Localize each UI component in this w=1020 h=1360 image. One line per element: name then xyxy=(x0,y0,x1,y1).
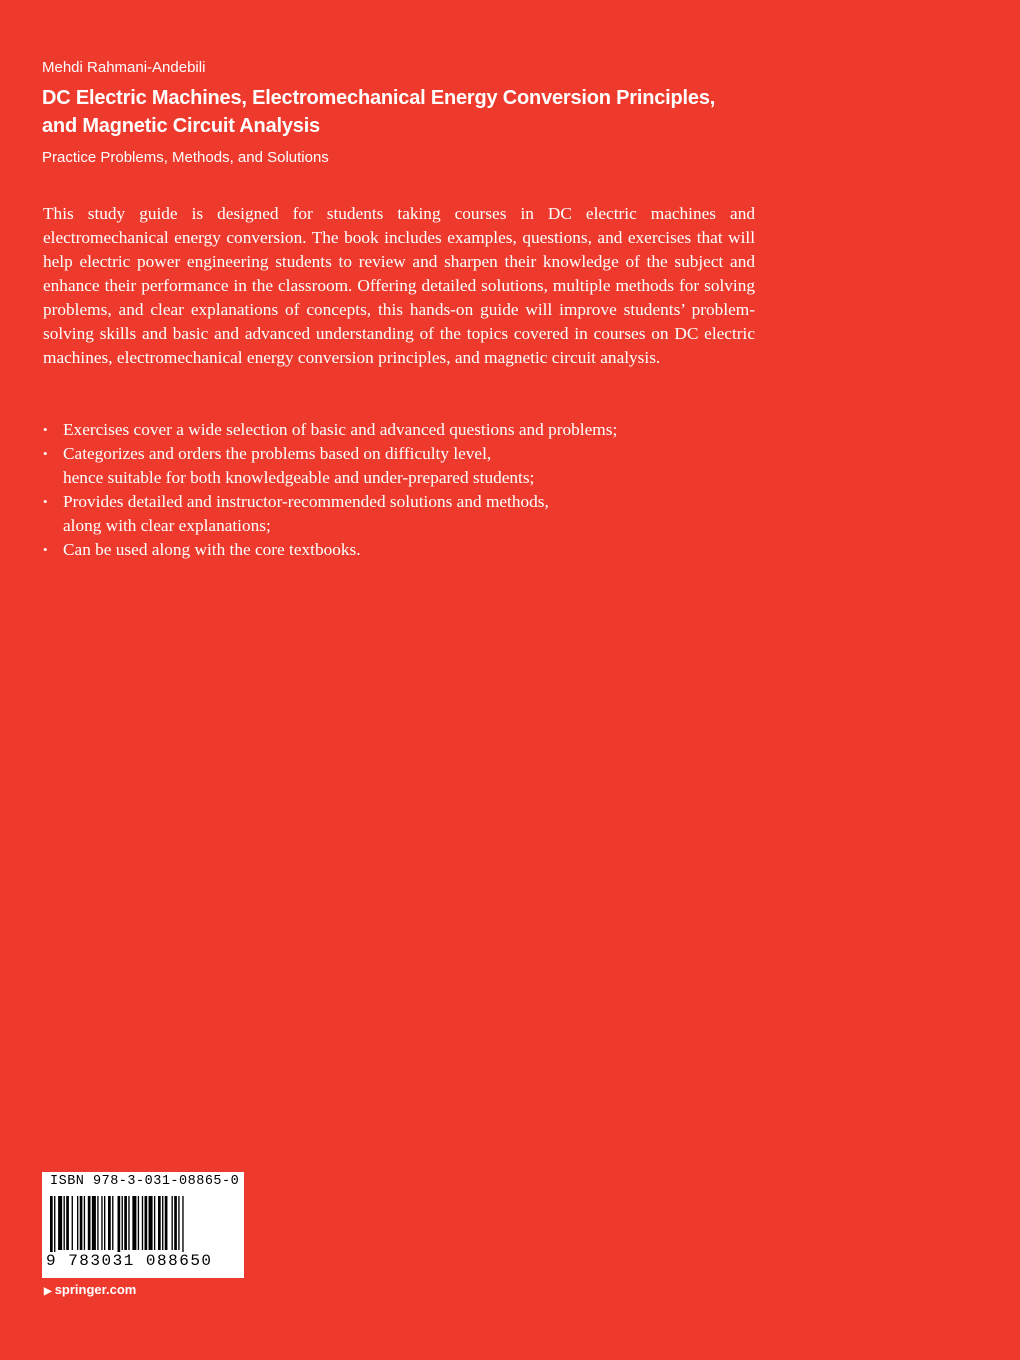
feature-item-text: • Categorizes and orders the problems based on difficulty level, xyxy=(63,444,492,463)
barcode-bar xyxy=(118,1196,121,1252)
barcode-bar xyxy=(154,1196,155,1250)
barcode-bar xyxy=(77,1196,78,1250)
barcode-bar xyxy=(158,1196,161,1250)
barcode-bar xyxy=(132,1196,136,1250)
book-subtitle: Practice Problems, Methods, and Solutions xyxy=(42,149,329,166)
barcode-digits: 9 783031 088650 xyxy=(46,1252,213,1270)
feature-item-text: • Exercises cover a wide selection of basic and advanced questions and problems; xyxy=(63,420,618,439)
barcode-bar xyxy=(149,1196,153,1250)
book-title-line-1: DC Electric Machines, Electromechanical Energy Conversion Principles, xyxy=(42,87,716,109)
feature-item-text: • Provides detailed and instructor-recommended solutions and methods, xyxy=(63,492,549,511)
barcode-bar xyxy=(66,1196,69,1250)
feature-item xyxy=(43,538,755,562)
barcode-bar xyxy=(172,1196,173,1250)
barcode-bar xyxy=(128,1196,129,1250)
feature-item xyxy=(43,490,755,538)
barcode-bar xyxy=(97,1196,98,1250)
feature-item xyxy=(43,418,755,442)
barcode-bar xyxy=(112,1196,113,1250)
barcode-bar xyxy=(92,1196,96,1250)
feature-list xyxy=(43,418,755,562)
barcode-bar xyxy=(50,1196,53,1252)
barcode-bar xyxy=(54,1196,55,1252)
publisher-website-text: springer.com xyxy=(54,1282,137,1297)
feature-item-text: • Can be used along with the core textbooks. xyxy=(63,540,361,559)
barcode-bar xyxy=(80,1196,83,1250)
author-name: Mehdi Rahmani-Andebili xyxy=(42,59,206,76)
barcode-bar xyxy=(88,1196,91,1250)
book-title-line-2: and Magnetic Circuit Analysis xyxy=(42,115,320,137)
feature-item xyxy=(43,442,755,490)
barcode-bar xyxy=(84,1196,85,1250)
barcode-bar xyxy=(138,1196,139,1250)
barcode-bar xyxy=(124,1196,127,1250)
barcode-bars xyxy=(50,1196,236,1252)
cover-header xyxy=(42,58,942,168)
isbn-number: ISBN 978-3-031-08865-0 xyxy=(50,1174,240,1189)
feature-item-text-continued: along with clear explanations; xyxy=(63,516,271,535)
book-description: This study guide is designed for students taking courses in DC electric machines and electromechanical energy conversion. The book includes examples, questions, and exercises that will help electric power engineering students to review and sharpen their knowledge of the subject and enhance their performance in the classroom. Offering detailed solutions, multiple methods for solving problems, and clear explanations of concepts, this hands-on guide will improve students’ problem-solving skills and basic and advanced understanding of the topics covered in courses on DC electric machines, electromechanical energy conversion principles, and magnetic circuit analysis. xyxy=(43,204,755,367)
publisher-website[interactable] xyxy=(44,1282,136,1297)
barcode-bar xyxy=(122,1196,123,1250)
arrow-right-icon: ▶ xyxy=(44,1286,52,1297)
barcode-bar xyxy=(104,1196,105,1250)
barcode-bar xyxy=(101,1196,102,1250)
barcode-bar xyxy=(145,1196,148,1250)
barcode-bar xyxy=(178,1196,179,1250)
barcode-bar xyxy=(108,1196,111,1250)
barcode-bar xyxy=(182,1196,183,1252)
barcode-bar xyxy=(174,1196,177,1250)
barcode-bar xyxy=(142,1196,143,1250)
barcode-bar xyxy=(165,1196,168,1250)
feature-item-text-continued: hence suitable for both knowledgeable and under-prepared students; xyxy=(63,468,535,487)
barcode-bar xyxy=(72,1196,73,1250)
barcode-bar xyxy=(162,1196,163,1250)
barcode-bar xyxy=(58,1196,62,1250)
isbn-barcode xyxy=(42,1172,244,1278)
book-title xyxy=(42,84,942,140)
barcode-bar xyxy=(64,1196,65,1250)
